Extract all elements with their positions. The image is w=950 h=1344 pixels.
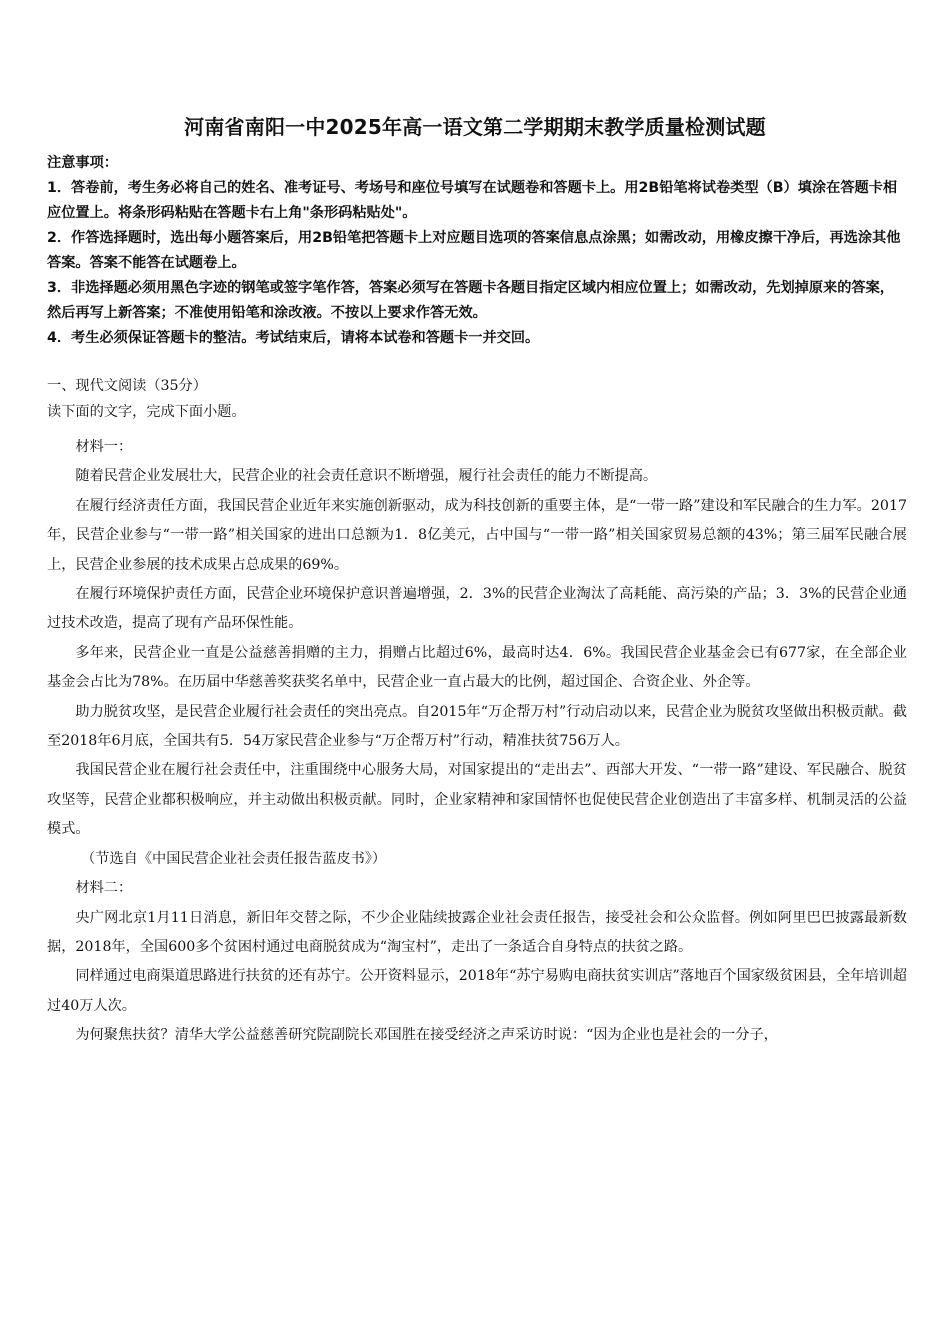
notice-block	[47, 151, 907, 351]
notice-item: 1．答卷前，考生务必将自己的姓名、准考证号、考场号和座位号填写在试题卷和答题卡上。用2B铅笔将试卷类型（B）填涂在答题卡相应位置上。将条形码粘贴在答题卡右上角"条形码粘贴处"。	[47, 180, 898, 221]
passage-paragraph: 多年来，民营企业一直是公益慈善捐赠的主力，捐赠占比超过6%，最高时达4．6%。我国民营企业基金会已有677家，在全部企业基金会占比为78%。在历届中华慈善奖获奖名单中，民营企业一直占最大的比例，超过国企、合资企业、外企等。	[47, 644, 907, 691]
section-header	[47, 373, 907, 425]
section-instruction: 读下面的文字，完成下面小题。	[47, 404, 246, 420]
passage-paragraph: 助力脱贫攻坚，是民营企业履行社会责任的突出亮点。自2015年“万企帮万村”行动启动以来，民营企业为脱贫攻坚做出积极贡献。截至2018年6月底，全国共有5．54万家民营企业参与“万企帮万村”行动，精准扶贫756万人。	[47, 703, 907, 750]
passage-paragraph: 央广网北京1月11日消息，新旧年交替之际，不少企业陆续披露企业社会责任报告，接受社会和公众监督。例如阿里巴巴披露最新数据，2018年，全国600多个贫困村通过电商脱贫成为“淘宝村”，走出了一条适合自身特点的扶贫之路。	[47, 909, 907, 955]
material-label: 材料二：	[75, 880, 133, 897]
notice-item: 2．作答选择题时，选出每小题答案后，用2B铅笔把答题卡上对应题目选项的答案信息点涂黑；如需改动，用橡皮擦干净后，再选涂其他答案。答案不能答在试题卷上。	[47, 230, 901, 271]
passage-paragraph: 同样通过电商渠道思路进行扶贫的还有苏宁。公开资料显示，2018年“苏宁易购电商扶贫实训店”落地百个国家级贫困县，全年培训超过40万人次。	[47, 968, 907, 1014]
reading-passage	[47, 433, 907, 1051]
passage-paragraph: 我国民营企业在履行社会责任中，注重围绕中心服务大局，对国家提出的“走出去”、西部大开发、“一带一路”建设、军民融合、脱贫攻坚等，民营企业都积极响应，并主动做出积极贡献。同时，企业家精神和家国情怀也促使民营企业创造出了丰富多样、机制灵活的公益模式。	[47, 762, 907, 838]
source-citation: （节选自《中国民营企业社会责任报告蓝皮书》）	[81, 850, 387, 867]
exam-title: 河南省南阳一中2025年高一语文第二学期期末教学质量检测试题	[184, 115, 766, 139]
notice-item: 4．考生必须保证答题卡的整洁。考试结束后，请将本试卷和答题卡一并交回。	[47, 330, 540, 346]
section-heading: 一、现代文阅读（35分）	[47, 378, 207, 394]
passage-paragraph: 为何聚焦扶贫？清华大学公益慈善研究院副院长邓国胜在接受经济之声采访时说：“因为企业也是社会的一分子，	[75, 1027, 778, 1044]
material-label: 材料一：	[75, 439, 133, 455]
notice-heading: 注意事项：	[47, 155, 118, 171]
passage-paragraph: 在履行经济责任方面，我国民营企业近年来实施创新驱动，成为科技创新的重要主体，是“一带一路”建设和军民融合的生力军。2017年，民营企业参与“一带一路”相关国家的进出口总额为1．8亿美元，占中国与“一带一路”相关国家贸易总额的43%；第三届军民融合展上，民营企业参展的技术成果占总成果的69%。	[47, 497, 907, 573]
passage-paragraph: 在履行环境保护责任方面，民营企业环境保护意识普遍增强，2．3%的民营企业淘汰了高耗能、高污染的产品；3．3%的民营企业通过技术改造，提高了现有产品环保性能。	[47, 586, 907, 632]
passage-paragraph: 随着民营企业发展壮大，民营企业的社会责任意识不断增强，履行社会责任的能力不断提高。	[75, 468, 658, 485]
notice-item: 3．非选择题必须用黑色字迹的钢笔或签字笔作答，答案必须写在答题卡各题目指定区域内相应位置上；如需改动，先划掉原来的答案，然后再写上新答案；不准使用铅笔和涂改液。不按以上要求作答无效。	[47, 280, 894, 321]
